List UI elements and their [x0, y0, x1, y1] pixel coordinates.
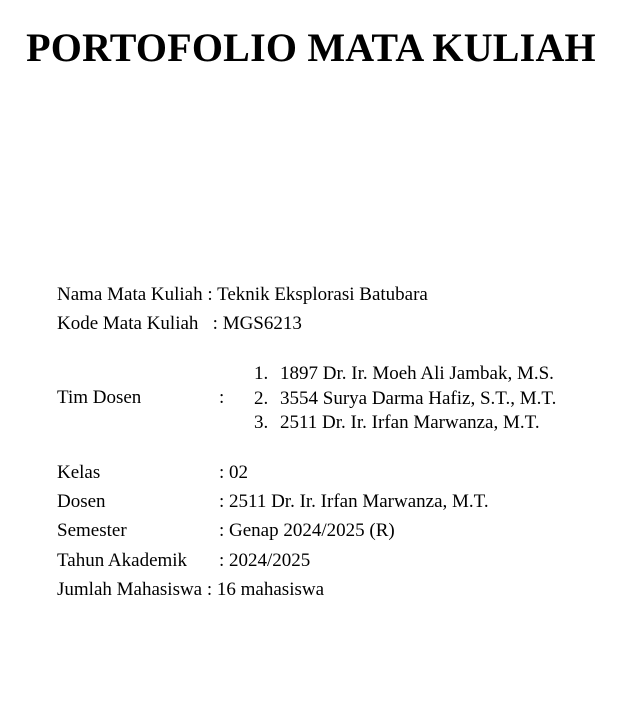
separator: : [219, 520, 225, 541]
field-label: Dosen [57, 491, 106, 512]
separator: : [212, 313, 218, 334]
field-kelas [57, 461, 248, 485]
field-nama-mata-kuliah [57, 283, 428, 307]
field-tahun-akademik [57, 549, 310, 573]
separator: : [219, 462, 225, 483]
field-label: Tahun Akademik [57, 550, 188, 571]
field-tim-dosen [57, 386, 224, 410]
field-label: Tim Dosen [57, 387, 142, 408]
field-jumlah-mahasiswa [57, 578, 324, 602]
field-label: Semester [57, 520, 127, 541]
list-number: 3. [254, 412, 269, 433]
field-value: 16 mahasiswa [216, 579, 325, 600]
list-text: 1897 Dr. Ir. Moeh Ali Jambak, M.S. [280, 363, 554, 384]
field-semester [57, 519, 395, 543]
separator: : [219, 550, 225, 571]
separator: : [207, 284, 213, 305]
field-value: 2024/2025 [229, 550, 311, 571]
list-item [254, 387, 556, 412]
field-value: MGS6213 [222, 313, 302, 334]
list-number: 1. [254, 363, 269, 384]
list-number: 2. [254, 387, 269, 409]
field-label: Nama Mata Kuliah [57, 284, 203, 305]
field-value: Teknik Eksplorasi Batubara [217, 284, 428, 305]
field-value: Genap 2024/2025 (R) [229, 520, 395, 541]
field-dosen [57, 490, 489, 514]
list-item [254, 411, 556, 436]
field-value: 02 [229, 462, 249, 483]
document-title: PORTOFOLIO MATA KULIAH [26, 25, 596, 70]
field-label: Kelas [57, 462, 101, 483]
separator: : [219, 387, 225, 408]
separator: : [206, 579, 213, 600]
separator: : [219, 491, 225, 512]
field-label: Jumlah Mahasiswa [57, 579, 203, 600]
field-label: Kode Mata Kuliah [57, 313, 199, 334]
list-text: 2511 Dr. Ir. Irfan Marwanza, M.T. [280, 412, 540, 433]
list-item [254, 362, 556, 387]
list-text: 3554 Surya Darma Hafiz, S.T., M.T. [280, 387, 557, 409]
field-value: 2511 Dr. Ir. Irfan Marwanza, M.T. [229, 491, 489, 512]
field-kode-mata-kuliah [57, 312, 302, 336]
tim-dosen-list [254, 362, 556, 436]
